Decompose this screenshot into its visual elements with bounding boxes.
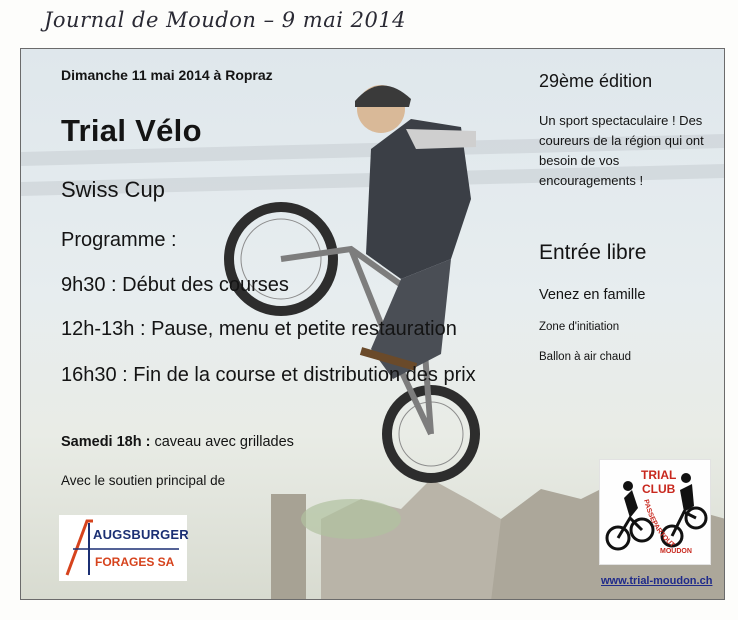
free-entry: Entrée libre [539,241,647,264]
hot-air-balloon: Ballon à air chaud [539,351,632,363]
event-title: Trial Vélo [61,113,202,148]
club-logo-club: CLUB [642,482,676,496]
augsburger-logo [59,515,187,581]
schedule-item: 9h30 : Début des courses [61,274,289,296]
advertisement [20,48,725,600]
augsburger-name: AUGSBURGER [93,527,189,542]
saturday-note [61,434,294,450]
trial-club-logo [599,459,711,565]
club-logo-trial: TRIAL [641,468,677,482]
handwritten-source-note: Journal de Moudon – 9 mai 2014 [44,8,407,32]
family-note: Venez en famille [539,287,646,303]
club-logo-town: MOUDON [660,548,692,555]
augsburger-a-mark [59,515,187,581]
edition-label: 29ème édition [539,71,653,91]
event-date-place: Dimanche 11 mai 2014 à Ropraz [61,67,273,83]
saturday-time: Samedi 18h : [61,434,151,450]
club-logo-riders-icon [600,460,712,566]
initiation-zone: Zone d'initiation [539,321,620,333]
sponsor-label: Avec le soutien principal de [61,473,226,488]
schedule-item: 12h-13h : Pause, menu et petite restauration [61,318,457,340]
saturday-text: caveau avec grillades [150,434,294,450]
event-description: Un sport spectaculaire ! Des coureurs de la région qui ont besoin de vos encouragements ! [539,113,704,188]
club-logo-arc-text: PASSEPARTOUT [642,498,676,550]
forages-name: FORAGES SA [95,555,175,569]
website-link[interactable]: www.trial-moudon.ch [601,575,713,587]
programme-label: Programme : [61,229,177,251]
event-subtitle: Swiss Cup [61,177,165,202]
schedule-item: 16h30 : Fin de la course et distribution des prix [61,364,476,386]
